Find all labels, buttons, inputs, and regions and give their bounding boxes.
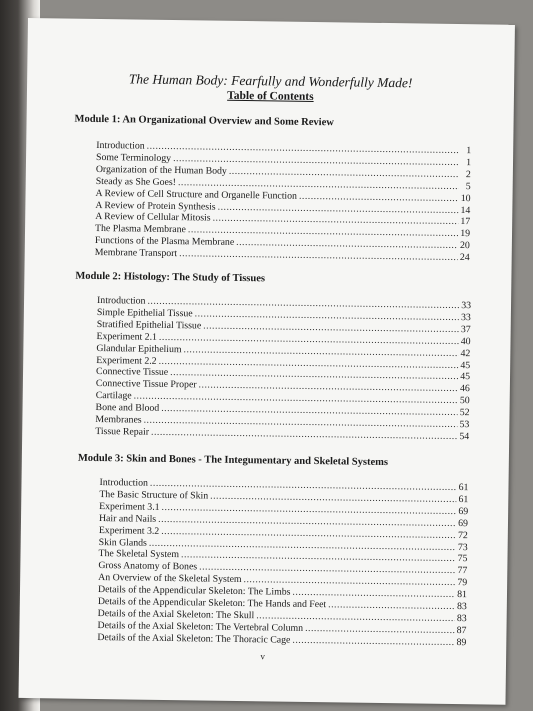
toc-entry-label: A Review of Cell Structure and Organelle Function bbox=[95, 187, 298, 202]
dot-leader bbox=[179, 248, 458, 264]
toc-entry-page: 1 bbox=[466, 145, 472, 157]
toc-entry-label: An Overview of the Skeletal System bbox=[98, 572, 242, 586]
toc-entry-label: Steady as She Goes! bbox=[95, 175, 177, 188]
toc-entry-label: A Review of Protein Synthesis bbox=[95, 199, 216, 213]
toc-entry-label: Introduction bbox=[99, 477, 149, 489]
toc-entry-page: 83 bbox=[456, 612, 467, 625]
dot-leader bbox=[292, 634, 454, 648]
toc-entry-page: 77 bbox=[457, 565, 468, 577]
toc-entry-page: 50 bbox=[459, 395, 470, 407]
toc-entry-label: The Plasma Membrane bbox=[94, 223, 187, 236]
toc-entry-label: Some Terminology bbox=[95, 151, 172, 164]
toc-entry-label: Glandular Epithelium bbox=[96, 342, 182, 355]
toc-entry-page: 45 bbox=[460, 359, 471, 371]
toc-entry-page: 46 bbox=[459, 383, 470, 395]
toc-entry-label: Introduction bbox=[96, 139, 145, 152]
toc-entry-page: 42 bbox=[460, 347, 471, 359]
toc-entry-page: 69 bbox=[458, 517, 469, 529]
toc-entry-label: Stratified Epithelial Tissue bbox=[96, 318, 202, 332]
toc-entry-page: 73 bbox=[457, 541, 468, 553]
toc-entry-page: 61 bbox=[458, 493, 469, 506]
module-heading: Module 2: Histology: The Study of Tissues bbox=[75, 270, 266, 285]
page-number: v bbox=[260, 651, 265, 662]
toc-entry-label: Tissue Repair bbox=[95, 425, 150, 438]
toc-entry-page: 33 bbox=[461, 300, 472, 312]
toc-entry-label: Simple Epithelial Tissue bbox=[96, 306, 193, 320]
toc-entry-label: The Skeletal System bbox=[98, 548, 180, 561]
toc-entry-label: Gross Anatomy of Bones bbox=[98, 560, 198, 573]
toc-entry-label: Experiment 2.2 bbox=[96, 354, 157, 367]
toc-entry-page: 17 bbox=[460, 216, 471, 228]
toc-entry-label: Experiment 2.1 bbox=[96, 330, 158, 343]
toc-entry-page: 33 bbox=[460, 311, 471, 324]
toc-entry-page: 81 bbox=[457, 589, 468, 601]
toc-entry-page: 52 bbox=[459, 407, 470, 419]
toc-entry-page: 45 bbox=[460, 371, 471, 383]
module-heading: Module 3: Skin and Bones - The Integumentary and Skeletal Systems bbox=[77, 452, 389, 469]
toc-entry-label: Hair and Nails bbox=[98, 512, 157, 525]
toc-entry-label: Details of the Appendicular Skeleton: The Limbs bbox=[97, 584, 291, 598]
toc-entry-label: Bone and Blood bbox=[95, 402, 160, 414]
toc-entry-label: The Basic Structure of Skin bbox=[99, 488, 209, 502]
toc-entry-page: 61 bbox=[458, 482, 469, 494]
toc-entry-page: 89 bbox=[456, 636, 467, 648]
toc-entry-page: 14 bbox=[460, 204, 471, 216]
toc-entry-page: 19 bbox=[460, 228, 471, 240]
toc-entry-page: 10 bbox=[460, 192, 471, 204]
toc-entry-page: 5 bbox=[465, 180, 471, 192]
toc-entry-label: Cartilage bbox=[95, 390, 132, 402]
toc-entry-label: Details of the Axial Skeleton: The Vertebral Column bbox=[97, 619, 304, 634]
book-title: The Human Body: Fearfully and Wonderfully Made! bbox=[128, 71, 413, 91]
toc-entry-page: 54 bbox=[459, 430, 470, 443]
toc-page bbox=[19, 18, 515, 705]
toc-entry-label: Membranes bbox=[95, 413, 142, 426]
toc-entry-page: 40 bbox=[460, 335, 471, 347]
toc-entry-page: 24 bbox=[459, 252, 470, 264]
toc-entry-label: Introduction bbox=[96, 294, 146, 307]
toc-entry-page: 79 bbox=[457, 577, 468, 589]
toc-entry-page: 53 bbox=[459, 419, 470, 431]
toc-entry-label: Connective Tissue Proper bbox=[95, 378, 197, 391]
toc-entry-label: Details of the Appendicular Skeleton: The Hands and Feet bbox=[97, 596, 327, 611]
toc-entry-label: Skin Glands bbox=[98, 536, 147, 549]
toc-heading: Table of Contents bbox=[227, 89, 314, 103]
toc-entry-page: 20 bbox=[459, 240, 470, 252]
toc-entry-label: Functions of the Plasma Membrane bbox=[94, 235, 235, 249]
toc-entry-page: 69 bbox=[458, 505, 469, 517]
toc-entry-page: 72 bbox=[457, 529, 468, 541]
toc-entry-page: 37 bbox=[460, 323, 471, 336]
toc-entry-page: 75 bbox=[457, 553, 468, 565]
toc-entry-page: 2 bbox=[465, 168, 471, 180]
toc-entry-page: 1 bbox=[466, 157, 472, 169]
toc-entry-label: Membrane Transport bbox=[94, 247, 178, 260]
toc-entry-page: 87 bbox=[456, 624, 467, 636]
toc-entry-label: A Review of Cellular Mitosis bbox=[95, 211, 211, 224]
toc-entry-page: 83 bbox=[456, 601, 467, 613]
module-heading: Module 1: An Organizational Overview and Some Review bbox=[74, 113, 334, 129]
toc-entry-label: Details of the Axial Skeleton: The Thoracic Cage bbox=[97, 631, 291, 646]
toc-entry-label: Connective Tissue bbox=[95, 366, 169, 379]
toc-entry-label: Experiment 3.1 bbox=[99, 500, 160, 513]
toc-entry-label: Details of the Axial Skeleton: The Skull bbox=[97, 607, 255, 622]
toc-entry-label: Organization of the Human Body bbox=[95, 163, 227, 177]
toc-entry-label: Experiment 3.2 bbox=[98, 524, 160, 537]
